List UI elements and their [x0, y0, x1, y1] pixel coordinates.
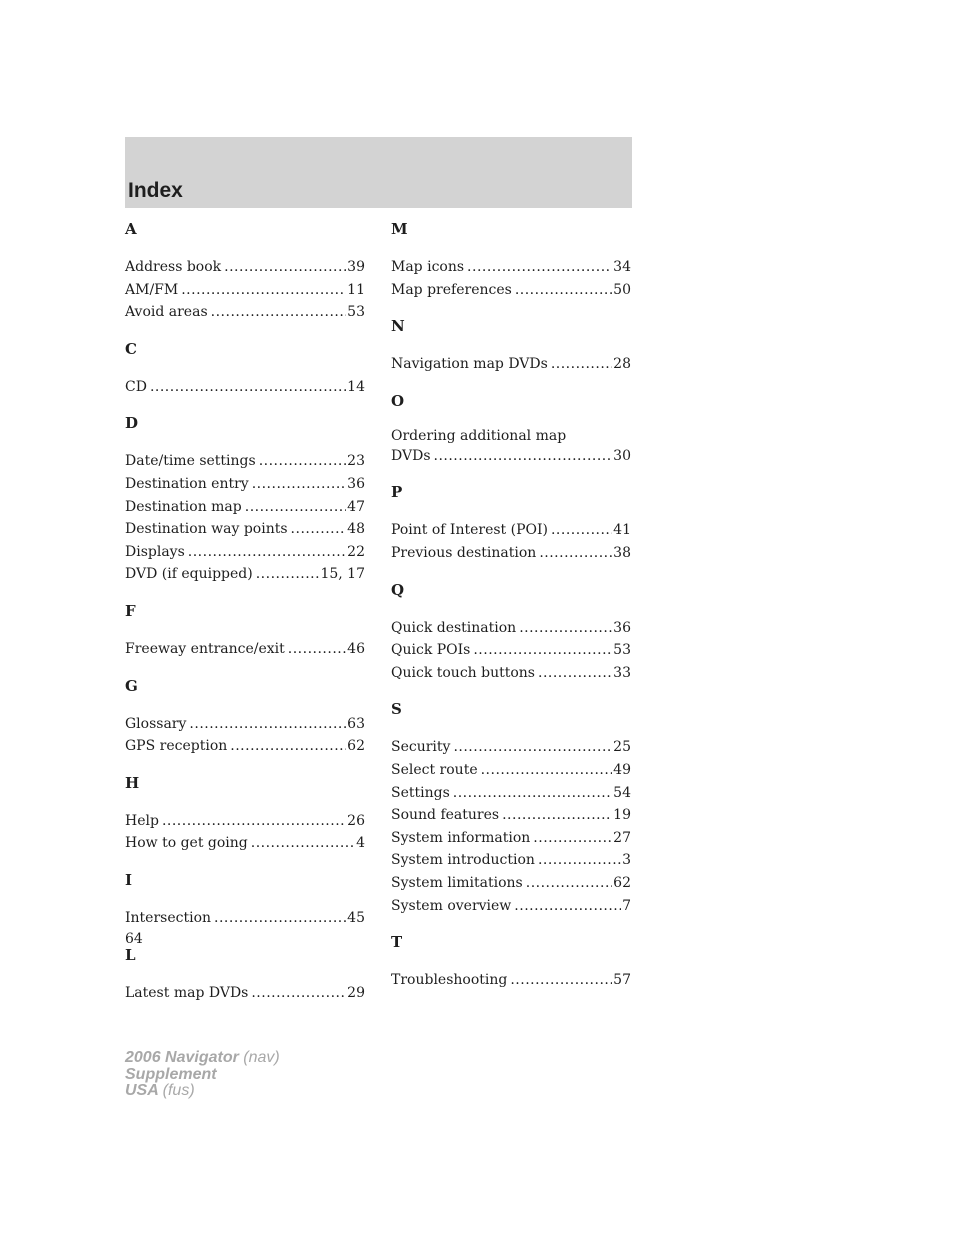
index-entry-page: 14 [347, 378, 365, 395]
dot-leader [291, 518, 347, 541]
index-section-letter: N [391, 317, 405, 336]
index-entry-label: Destination map [125, 498, 242, 515]
section-gap [125, 758, 365, 774]
index-entry [125, 563, 365, 586]
index-entry-label: System information [391, 829, 531, 846]
index-entry [125, 982, 365, 1005]
dot-leader [551, 353, 612, 376]
index-entry-label: Displays [125, 543, 185, 560]
index-entry [125, 518, 365, 541]
index-entry-page: 36 [347, 475, 365, 492]
index-entry-label: DVD (if equipped) [125, 566, 253, 583]
index-entry-label: Destination way points [125, 521, 288, 538]
index-entry [391, 353, 631, 376]
index-entry-label: Intersection [125, 909, 212, 926]
index-entry [391, 969, 631, 992]
footer-model-variant: (nav) [243, 1049, 280, 1066]
index-entry-label: Settings [391, 784, 450, 801]
index-section-letter: L [125, 945, 136, 964]
index-entry-page: 53 [613, 642, 631, 659]
index-entry-label: Sound features [391, 807, 500, 824]
section-gap [391, 565, 631, 581]
index-entry-page: 49 [613, 761, 631, 778]
index-entry [391, 872, 631, 895]
dot-leader [453, 736, 612, 759]
index-section-letter: P [391, 483, 403, 502]
section-header-band [125, 137, 632, 208]
section-gap [391, 917, 631, 933]
index-entry-label: Destination entry [125, 475, 249, 492]
index-entry [391, 519, 631, 542]
index-entry-label: Quick POIs [391, 642, 471, 659]
index-column-left [125, 220, 365, 1004]
dot-leader [251, 982, 346, 1005]
index-entry [391, 849, 631, 872]
index-entry-page: 62 [347, 738, 365, 755]
index-entry-page: 63 [347, 715, 365, 732]
index-entry-page: 28 [613, 356, 631, 373]
page-number: 64 [125, 931, 143, 947]
index-entry-label: Previous destination [391, 544, 537, 561]
index-entry-label: Freeway entrance/exit [125, 640, 285, 657]
index-entry-page: 15, 17 [320, 566, 365, 583]
dot-leader [256, 563, 320, 586]
dot-leader [162, 810, 346, 833]
index-section-letter: H [125, 773, 140, 792]
index-entry [125, 541, 365, 564]
index-section-letter: Q [391, 580, 405, 599]
index-entry-label: CD [125, 378, 147, 395]
index-entry [391, 445, 631, 468]
footer-region-code: (fus) [162, 1082, 195, 1099]
footer-line-region [125, 1083, 280, 1100]
dot-leader [467, 256, 612, 279]
index-entry [391, 279, 631, 302]
dot-leader [211, 301, 347, 324]
section-gap [125, 586, 365, 602]
index-entry [125, 496, 365, 519]
index-section-letter: O [391, 391, 405, 410]
index-entry-label: DVDs [391, 447, 431, 464]
index-entry-page: 29 [347, 984, 365, 1001]
section-gap [391, 684, 631, 700]
index-entry-page: 30 [613, 447, 631, 464]
section-gap [391, 467, 631, 483]
index-entry-page: 26 [347, 812, 365, 829]
index-entry-label-line1: Ordering additional map [391, 427, 567, 444]
section-gap [125, 661, 365, 677]
index-entry-label: System limitations [391, 874, 523, 891]
index-entry-label: Quick destination [391, 619, 517, 636]
dot-leader [514, 895, 621, 918]
index-entry-label: Glossary [125, 715, 187, 732]
dot-leader [539, 542, 612, 565]
index-section-letter: I [125, 870, 133, 889]
index-entry-label: Address book [125, 259, 222, 275]
index-entry-page: 48 [347, 521, 365, 538]
index-section-letter: A [125, 220, 137, 238]
index-section-letter: G [125, 676, 138, 695]
dot-leader [434, 445, 613, 468]
index-entry-label: Navigation map DVDs [391, 356, 548, 373]
dot-leader [150, 376, 346, 399]
section-gap [125, 398, 365, 414]
index-entry [125, 638, 365, 661]
dot-leader [473, 639, 612, 662]
index-entry-page: 45 [347, 909, 365, 926]
index-section-letter: F [125, 601, 136, 620]
index-entry-page: 27 [613, 829, 631, 846]
footer-line-supplement [125, 1067, 280, 1084]
dot-leader [538, 849, 621, 872]
dot-leader [251, 832, 355, 855]
index-entry-label: System overview [391, 897, 512, 914]
index-entry [391, 736, 631, 759]
index-entry-page: 62 [613, 874, 631, 891]
index-entry-label: Point of Interest (POI) [391, 522, 548, 539]
section-title: Index [128, 179, 183, 202]
index-entry-page: 57 [613, 972, 631, 989]
index-entry-page: 39 [347, 259, 365, 275]
footer-model: 2006 Navigator [125, 1049, 239, 1066]
index-entry [125, 810, 365, 833]
footer-line-model [125, 1050, 280, 1067]
dot-leader [259, 450, 346, 473]
index-entry [125, 832, 365, 855]
dot-leader [538, 662, 612, 685]
index-entry-label: GPS reception [125, 738, 228, 755]
index-entry-label: How to get going [125, 835, 248, 852]
dot-leader [526, 872, 612, 895]
index-entry-label: Date/time settings [125, 453, 256, 470]
dot-leader [519, 617, 612, 640]
dot-leader [551, 519, 612, 542]
index-entry-label: Security [391, 739, 451, 756]
dot-leader [252, 473, 346, 496]
index-entry-page: 46 [347, 640, 365, 657]
index-entry-page: 4 [356, 835, 365, 852]
index-entry [391, 827, 631, 850]
section-gap [391, 301, 631, 317]
dot-leader [245, 496, 346, 519]
index-entry [125, 279, 365, 302]
index-entry-page: 54 [613, 784, 631, 801]
index-section-letter: D [125, 414, 139, 433]
dot-leader [288, 638, 346, 661]
index-entry [125, 907, 365, 930]
index-section-letter: M [391, 220, 408, 238]
dot-leader [181, 279, 346, 302]
index-entry-page: 33 [613, 664, 631, 681]
index-entry-label: Help [125, 812, 159, 829]
footer-region: USA [125, 1082, 159, 1099]
index-entry [125, 450, 365, 473]
dot-leader [510, 969, 612, 992]
index-entry-page: 25 [613, 739, 631, 756]
index-entry-label: Map preferences [391, 281, 512, 298]
index-entry-page: 7 [622, 897, 631, 914]
index-entry-page: 22 [347, 543, 365, 560]
index-entry [391, 617, 631, 640]
document-footer [125, 1050, 280, 1100]
index-entry-page: 11 [347, 281, 365, 298]
index-entry-label: System introduction [391, 852, 535, 869]
index-entry [391, 759, 631, 782]
index-entry [125, 473, 365, 496]
index-entry-label: Quick touch buttons [391, 664, 535, 681]
index-entry [391, 782, 631, 805]
index-entry-page: 47 [347, 498, 365, 515]
index-entry-label: Troubleshooting [391, 972, 508, 989]
index-entry-page: 50 [613, 281, 631, 298]
index-entry-page: 41 [613, 522, 631, 539]
index-entry [391, 256, 631, 279]
footer-supplement: Supplement [125, 1065, 217, 1083]
index-entry-page: 19 [613, 807, 631, 824]
index-entry [125, 713, 365, 736]
index-entry [391, 542, 631, 565]
index-entry-label: Select route [391, 761, 478, 778]
index-entry-page: 3 [622, 852, 631, 869]
index-entry-label: Latest map DVDs [125, 984, 249, 1001]
dot-leader [230, 735, 346, 758]
dot-leader [453, 782, 612, 805]
index-entry [125, 735, 365, 758]
index-entry [391, 804, 631, 827]
section-gap [391, 376, 631, 392]
index-column-right [391, 220, 631, 992]
index-entry-page: 23 [347, 453, 365, 470]
section-gap [125, 930, 365, 946]
dot-leader [481, 759, 613, 782]
index-entry [125, 256, 365, 279]
section-gap [125, 324, 365, 340]
dot-leader [214, 907, 346, 930]
index-entry [125, 376, 365, 399]
index-entry [391, 639, 631, 662]
index-entry [391, 662, 631, 685]
index-section-letter: S [391, 700, 402, 719]
index-entry-page: 53 [347, 304, 365, 321]
section-gap [125, 855, 365, 871]
dot-leader [188, 541, 346, 564]
index-entry-label: Avoid areas [125, 304, 208, 321]
index-entry [125, 301, 365, 324]
index-entry-label: Map icons [391, 259, 465, 275]
index-entry-page: 38 [613, 544, 631, 561]
dot-leader [533, 827, 612, 850]
index-entry-page: 34 [613, 259, 631, 275]
index-entry-label: AM/FM [125, 281, 179, 298]
dot-leader [515, 279, 612, 302]
dot-leader [502, 804, 612, 827]
index-section-letter: C [125, 339, 137, 358]
index-entry [391, 895, 631, 918]
dot-leader [224, 256, 346, 279]
dot-leader [189, 713, 346, 736]
index-entry-page: 36 [613, 619, 631, 636]
index-section-letter: T [391, 933, 403, 952]
